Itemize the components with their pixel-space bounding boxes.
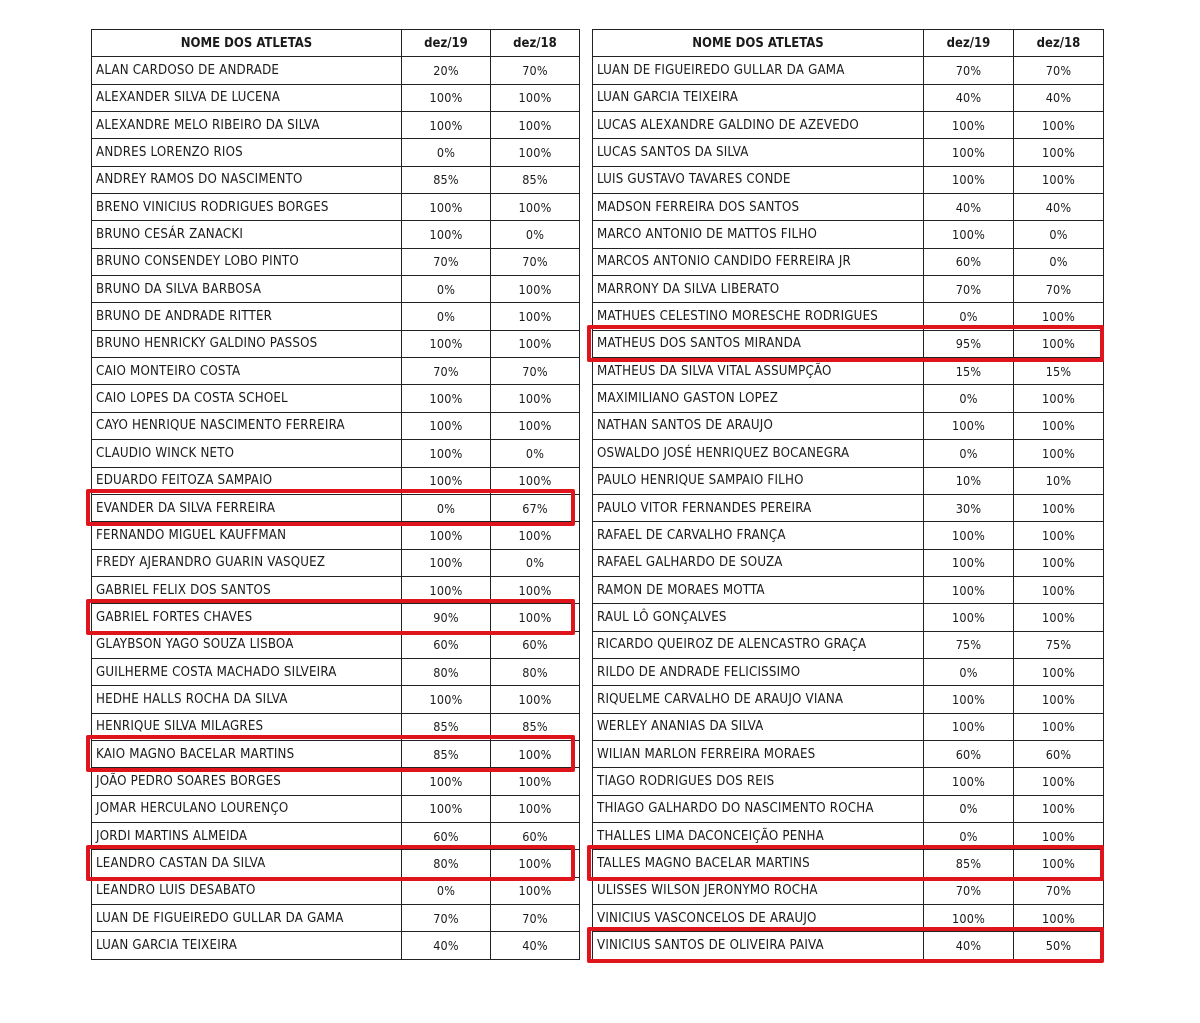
dez19-value-cell: 75% bbox=[924, 631, 1014, 658]
table-row bbox=[593, 604, 1104, 631]
table-row bbox=[593, 822, 1104, 849]
athlete-name-cell: NATHAN SANTOS DE ARAUJO bbox=[593, 412, 924, 439]
dez18-value-cell: 100% bbox=[1014, 522, 1104, 549]
table-row bbox=[593, 467, 1104, 494]
table-row bbox=[593, 877, 1104, 904]
athlete-name-cell: THIAGO GALHARDO DO NASCIMENTO ROCHA bbox=[593, 795, 924, 822]
dez19-value-cell: 80% bbox=[402, 850, 491, 877]
dez18-value-cell: 60% bbox=[491, 822, 580, 849]
table-row bbox=[593, 631, 1104, 658]
athlete-name-cell: HEDHE HALLS ROCHA DA SILVA bbox=[92, 686, 402, 713]
dez18-value-cell: 100% bbox=[491, 194, 580, 221]
attendance-table-left bbox=[91, 29, 580, 960]
dez18-value-cell: 100% bbox=[1014, 549, 1104, 576]
table-row bbox=[593, 248, 1104, 275]
dez18-value-cell: 100% bbox=[1014, 576, 1104, 603]
dez19-value-cell: 100% bbox=[402, 194, 491, 221]
athlete-name-cell: THALLES LIMA DACONCEIÇÃO PENHA bbox=[593, 822, 924, 849]
dez18-value-cell: 100% bbox=[491, 795, 580, 822]
table-row bbox=[92, 194, 580, 221]
dez19-value-cell: 60% bbox=[924, 248, 1014, 275]
table-row bbox=[593, 740, 1104, 767]
table-row bbox=[92, 112, 580, 139]
dez18-value-cell: 100% bbox=[1014, 385, 1104, 412]
athlete-name-cell: TALLES MAGNO BACELAR MARTINS bbox=[593, 850, 924, 877]
table-row bbox=[92, 358, 580, 385]
dez18-value-cell: 100% bbox=[1014, 440, 1104, 467]
athlete-name-cell: ULISSES WILSON JERONYMO ROCHA bbox=[593, 877, 924, 904]
dez19-value-cell: 100% bbox=[924, 576, 1014, 603]
dez19-value-cell: 40% bbox=[924, 932, 1014, 959]
table-row bbox=[92, 467, 580, 494]
dez18-value-cell: 60% bbox=[1014, 740, 1104, 767]
athlete-name-cell: BRENO VINICIUS RODRIGUES BORGES bbox=[92, 194, 402, 221]
dez18-value-cell: 100% bbox=[1014, 658, 1104, 685]
table-row bbox=[92, 166, 580, 193]
athlete-name-cell: BRUNO DE ANDRADE RITTER bbox=[92, 303, 402, 330]
header-name: NOME DOS ATLETAS bbox=[92, 30, 402, 57]
dez18-value-cell: 100% bbox=[491, 112, 580, 139]
table-row bbox=[92, 440, 580, 467]
dez18-value-cell: 100% bbox=[1014, 112, 1104, 139]
athlete-name-cell: LEANDRO LUIS DESABATO bbox=[92, 877, 402, 904]
table-row bbox=[92, 57, 580, 84]
table-row bbox=[92, 84, 580, 111]
athlete-name-cell: MAXIMILIANO GASTON LOPEZ bbox=[593, 385, 924, 412]
table-row bbox=[92, 768, 580, 795]
dez19-value-cell: 100% bbox=[924, 112, 1014, 139]
dez18-value-cell: 85% bbox=[491, 166, 580, 193]
table-row bbox=[92, 494, 580, 521]
table-row bbox=[92, 850, 580, 877]
athlete-name-cell: MARCO ANTONIO DE MATTOS FILHO bbox=[593, 221, 924, 248]
dez19-value-cell: 15% bbox=[924, 358, 1014, 385]
dez19-value-cell: 100% bbox=[402, 412, 491, 439]
dez18-value-cell: 100% bbox=[1014, 850, 1104, 877]
dez19-value-cell: 30% bbox=[924, 494, 1014, 521]
athlete-name-cell: LUAN GARCIA TEIXEIRA bbox=[92, 932, 402, 959]
athlete-name-cell: MATHEUS DA SILVA VITAL ASSUMPÇÃO bbox=[593, 358, 924, 385]
dez19-value-cell: 70% bbox=[924, 276, 1014, 303]
athlete-name-cell: LEANDRO CASTAN DA SILVA bbox=[92, 850, 402, 877]
dez18-value-cell: 100% bbox=[491, 303, 580, 330]
dez18-value-cell: 0% bbox=[491, 221, 580, 248]
athlete-name-cell: RAMON DE MORAES MOTTA bbox=[593, 576, 924, 603]
dez18-value-cell: 70% bbox=[491, 905, 580, 932]
dez19-value-cell: 0% bbox=[402, 494, 491, 521]
dez19-value-cell: 100% bbox=[924, 139, 1014, 166]
athlete-name-cell: BRUNO HENRICKY GALDINO PASSOS bbox=[92, 330, 402, 357]
attendance-table-right bbox=[592, 29, 1104, 960]
dez19-value-cell: 100% bbox=[402, 576, 491, 603]
dez18-value-cell: 100% bbox=[491, 850, 580, 877]
dez18-value-cell: 100% bbox=[1014, 303, 1104, 330]
athlete-name-cell: WILIAN MARLON FERREIRA MORAES bbox=[593, 740, 924, 767]
dez19-value-cell: 100% bbox=[402, 795, 491, 822]
athlete-name-cell: JOMAR HERCULANO LOURENÇO bbox=[92, 795, 402, 822]
athlete-name-cell: LUIS GUSTAVO TAVARES CONDE bbox=[593, 166, 924, 193]
athlete-name-cell: PAULO VITOR FERNANDES PEREIRA bbox=[593, 494, 924, 521]
table-row bbox=[92, 631, 580, 658]
athlete-name-cell: CLAUDIO WINCK NETO bbox=[92, 440, 402, 467]
dez18-value-cell: 100% bbox=[491, 412, 580, 439]
dez18-value-cell: 75% bbox=[1014, 631, 1104, 658]
dez19-value-cell: 60% bbox=[924, 740, 1014, 767]
athlete-name-cell: RIQUELME CARVALHO DE ARAUJO VIANA bbox=[593, 686, 924, 713]
dez18-value-cell: 70% bbox=[491, 57, 580, 84]
table-row bbox=[92, 522, 580, 549]
dez19-value-cell: 70% bbox=[924, 57, 1014, 84]
athlete-name-cell: WERLEY ANANIAS DA SILVA bbox=[593, 713, 924, 740]
table-row bbox=[593, 112, 1104, 139]
dez18-value-cell: 50% bbox=[1014, 932, 1104, 959]
dez18-value-cell: 100% bbox=[1014, 713, 1104, 740]
athlete-name-cell: HENRIQUE SILVA MILAGRES bbox=[92, 713, 402, 740]
table-row bbox=[92, 658, 580, 685]
athlete-name-cell: BRUNO DA SILVA BARBOSA bbox=[92, 276, 402, 303]
athlete-name-cell: BRUNO CESÁR ZANACKI bbox=[92, 221, 402, 248]
dez19-value-cell: 0% bbox=[924, 440, 1014, 467]
dez19-value-cell: 100% bbox=[924, 905, 1014, 932]
athlete-name-cell: LUAN GARCIA TEIXEIRA bbox=[593, 84, 924, 111]
dez19-value-cell: 0% bbox=[402, 139, 491, 166]
header-dez19: dez/19 bbox=[924, 30, 1014, 57]
dez19-value-cell: 10% bbox=[924, 467, 1014, 494]
dez19-value-cell: 100% bbox=[402, 440, 491, 467]
table-row bbox=[593, 303, 1104, 330]
table-row bbox=[593, 57, 1104, 84]
athlete-name-cell: PAULO HENRIQUE SAMPAIO FILHO bbox=[593, 467, 924, 494]
dez18-value-cell: 100% bbox=[1014, 166, 1104, 193]
header-name: NOME DOS ATLETAS bbox=[593, 30, 924, 57]
dez18-value-cell: 100% bbox=[1014, 795, 1104, 822]
athlete-name-cell: ALEXANDER SILVA DE LUCENA bbox=[92, 84, 402, 111]
dez18-value-cell: 100% bbox=[1014, 822, 1104, 849]
dez19-value-cell: 85% bbox=[924, 850, 1014, 877]
dez18-value-cell: 100% bbox=[491, 877, 580, 904]
table-row bbox=[92, 877, 580, 904]
athlete-name-cell: RICARDO QUEIROZ DE ALENCASTRO GRAÇA bbox=[593, 631, 924, 658]
dez19-value-cell: 100% bbox=[402, 221, 491, 248]
table-row bbox=[593, 139, 1104, 166]
dez18-value-cell: 100% bbox=[491, 139, 580, 166]
dez19-value-cell: 70% bbox=[924, 877, 1014, 904]
athlete-name-cell: KAIO MAGNO BACELAR MARTINS bbox=[92, 740, 402, 767]
dez19-value-cell: 100% bbox=[924, 166, 1014, 193]
athlete-name-cell: FREDY AJERANDRO GUARIN VASQUEZ bbox=[92, 549, 402, 576]
table-row bbox=[92, 740, 580, 767]
dez19-value-cell: 20% bbox=[402, 57, 491, 84]
dez18-value-cell: 70% bbox=[491, 248, 580, 275]
dez19-value-cell: 85% bbox=[402, 713, 491, 740]
dez19-value-cell: 100% bbox=[402, 549, 491, 576]
dez18-value-cell: 100% bbox=[491, 467, 580, 494]
dez19-value-cell: 0% bbox=[924, 303, 1014, 330]
table-row bbox=[593, 358, 1104, 385]
dez18-value-cell: 0% bbox=[1014, 248, 1104, 275]
athlete-name-cell: EDUARDO FEITOZA SAMPAIO bbox=[92, 467, 402, 494]
athlete-name-cell: GLAYBSON YAGO SOUZA LISBOA bbox=[92, 631, 402, 658]
table-row bbox=[593, 686, 1104, 713]
athlete-name-cell: ANDREY RAMOS DO NASCIMENTO bbox=[92, 166, 402, 193]
table-row bbox=[593, 221, 1104, 248]
dez19-value-cell: 80% bbox=[402, 658, 491, 685]
dez18-value-cell: 100% bbox=[491, 604, 580, 631]
table-row bbox=[92, 303, 580, 330]
dez18-value-cell: 40% bbox=[1014, 84, 1104, 111]
dez19-value-cell: 0% bbox=[402, 276, 491, 303]
dez19-value-cell: 40% bbox=[402, 932, 491, 959]
athlete-name-cell: EVANDER DA SILVA FERREIRA bbox=[92, 494, 402, 521]
athlete-name-cell: LUCAS SANTOS DA SILVA bbox=[593, 139, 924, 166]
dez19-value-cell: 70% bbox=[402, 248, 491, 275]
table-row bbox=[593, 658, 1104, 685]
athlete-name-cell: GUILHERME COSTA MACHADO SILVEIRA bbox=[92, 658, 402, 685]
dez19-value-cell: 100% bbox=[924, 549, 1014, 576]
table-row bbox=[92, 412, 580, 439]
table-row bbox=[92, 330, 580, 357]
dez18-value-cell: 80% bbox=[491, 658, 580, 685]
table-row bbox=[593, 549, 1104, 576]
athlete-name-cell: ANDRES LORENZO RIOS bbox=[92, 139, 402, 166]
dez18-value-cell: 100% bbox=[491, 84, 580, 111]
table-row bbox=[92, 248, 580, 275]
dez19-value-cell: 40% bbox=[924, 194, 1014, 221]
table-row bbox=[92, 221, 580, 248]
dez19-value-cell: 0% bbox=[924, 385, 1014, 412]
athlete-name-cell: LUAN DE FIGUEIREDO GULLAR DA GAMA bbox=[593, 57, 924, 84]
dez18-value-cell: 100% bbox=[491, 740, 580, 767]
athlete-name-cell: LUAN DE FIGUEIREDO GULLAR DA GAMA bbox=[92, 905, 402, 932]
table-row bbox=[92, 822, 580, 849]
athlete-name-cell: RAUL LÔ GONÇALVES bbox=[593, 604, 924, 631]
dez18-value-cell: 40% bbox=[491, 932, 580, 959]
table-row bbox=[593, 84, 1104, 111]
dez18-value-cell: 100% bbox=[1014, 905, 1104, 932]
dez18-value-cell: 0% bbox=[491, 549, 580, 576]
dez18-value-cell: 100% bbox=[491, 576, 580, 603]
dez19-value-cell: 100% bbox=[402, 84, 491, 111]
table-row bbox=[92, 713, 580, 740]
dez19-value-cell: 100% bbox=[402, 112, 491, 139]
dez19-value-cell: 100% bbox=[924, 221, 1014, 248]
dez18-value-cell: 0% bbox=[1014, 221, 1104, 248]
dez19-value-cell: 100% bbox=[924, 768, 1014, 795]
athlete-name-cell: VINICIUS SANTOS DE OLIVEIRA PAIVA bbox=[593, 932, 924, 959]
athlete-name-cell: TIAGO RODRIGUES DOS REIS bbox=[593, 768, 924, 795]
table-row bbox=[92, 276, 580, 303]
dez18-value-cell: 70% bbox=[1014, 877, 1104, 904]
athlete-name-cell: MARCOS ANTONIO CANDIDO FERREIRA JR bbox=[593, 248, 924, 275]
dez19-value-cell: 70% bbox=[402, 905, 491, 932]
table-row bbox=[593, 713, 1104, 740]
table-row bbox=[92, 139, 580, 166]
dez19-value-cell: 0% bbox=[402, 877, 491, 904]
table-row bbox=[593, 522, 1104, 549]
athlete-name-cell: RILDO DE ANDRADE FELICISSIMO bbox=[593, 658, 924, 685]
dez19-value-cell: 100% bbox=[924, 713, 1014, 740]
table-header-row bbox=[593, 30, 1104, 57]
dez18-value-cell: 60% bbox=[491, 631, 580, 658]
athlete-name-cell: BRUNO CONSENDEY LOBO PINTO bbox=[92, 248, 402, 275]
dez18-value-cell: 70% bbox=[1014, 276, 1104, 303]
dez19-value-cell: 100% bbox=[924, 522, 1014, 549]
athlete-name-cell: ALAN CARDOSO DE ANDRADE bbox=[92, 57, 402, 84]
dez19-value-cell: 85% bbox=[402, 740, 491, 767]
athlete-name-cell: LUCAS ALEXANDRE GALDINO DE AZEVEDO bbox=[593, 112, 924, 139]
athlete-name-cell: MATHUES CELESTINO MORESCHE RODRIGUES bbox=[593, 303, 924, 330]
dez18-value-cell: 100% bbox=[1014, 412, 1104, 439]
dez19-value-cell: 0% bbox=[924, 822, 1014, 849]
table-row bbox=[593, 440, 1104, 467]
table-row bbox=[593, 850, 1104, 877]
athlete-name-cell: ALEXANDRE MELO RIBEIRO DA SILVA bbox=[92, 112, 402, 139]
table-row bbox=[92, 932, 580, 959]
table-header-row bbox=[92, 30, 580, 57]
dez19-value-cell: 100% bbox=[402, 330, 491, 357]
dez18-value-cell: 100% bbox=[1014, 330, 1104, 357]
athlete-name-cell: GABRIEL FORTES CHAVES bbox=[92, 604, 402, 631]
dez19-value-cell: 95% bbox=[924, 330, 1014, 357]
dez18-value-cell: 100% bbox=[491, 330, 580, 357]
athlete-name-cell: CAYO HENRIQUE NASCIMENTO FERREIRA bbox=[92, 412, 402, 439]
table-row bbox=[593, 194, 1104, 221]
dez19-value-cell: 90% bbox=[402, 604, 491, 631]
header-dez18: dez/18 bbox=[491, 30, 580, 57]
table-row bbox=[92, 549, 580, 576]
athlete-name-cell: CAIO LOPES DA COSTA SCHOEL bbox=[92, 385, 402, 412]
athlete-name-cell: GABRIEL FELIX DOS SANTOS bbox=[92, 576, 402, 603]
dez19-value-cell: 0% bbox=[402, 303, 491, 330]
dez18-value-cell: 100% bbox=[1014, 686, 1104, 713]
athlete-name-cell: OSWALDO JOSÉ HENRIQUEZ BOCANEGRA bbox=[593, 440, 924, 467]
table-row bbox=[593, 932, 1104, 959]
dez19-value-cell: 40% bbox=[924, 84, 1014, 111]
table-row bbox=[593, 494, 1104, 521]
dez18-value-cell: 100% bbox=[1014, 494, 1104, 521]
table-row bbox=[92, 385, 580, 412]
dez18-value-cell: 15% bbox=[1014, 358, 1104, 385]
dez18-value-cell: 100% bbox=[1014, 768, 1104, 795]
dez19-value-cell: 0% bbox=[924, 795, 1014, 822]
dez18-value-cell: 70% bbox=[1014, 57, 1104, 84]
table-row bbox=[92, 686, 580, 713]
dez18-value-cell: 100% bbox=[1014, 139, 1104, 166]
table-row bbox=[593, 768, 1104, 795]
dez18-value-cell: 100% bbox=[491, 686, 580, 713]
athlete-name-cell: RAFAEL GALHARDO DE SOUZA bbox=[593, 549, 924, 576]
dez18-value-cell: 100% bbox=[1014, 604, 1104, 631]
athlete-name-cell: CAIO MONTEIRO COSTA bbox=[92, 358, 402, 385]
dez19-value-cell: 100% bbox=[924, 412, 1014, 439]
athlete-name-cell: JOÃO PEDRO SOARES BORGES bbox=[92, 768, 402, 795]
table-row bbox=[92, 905, 580, 932]
dez19-value-cell: 70% bbox=[402, 358, 491, 385]
athlete-name-cell: RAFAEL DE CARVALHO FRANÇA bbox=[593, 522, 924, 549]
dez19-value-cell: 100% bbox=[924, 604, 1014, 631]
table-row bbox=[593, 276, 1104, 303]
athlete-name-cell: JORDI MARTINS ALMEIDA bbox=[92, 822, 402, 849]
athlete-name-cell: MATHEUS DOS SANTOS MIRANDA bbox=[593, 330, 924, 357]
dez19-value-cell: 100% bbox=[402, 385, 491, 412]
dez19-value-cell: 60% bbox=[402, 631, 491, 658]
athlete-name-cell: VINICIUS VASCONCELOS DE ARAUJO bbox=[593, 905, 924, 932]
dez19-value-cell: 100% bbox=[402, 686, 491, 713]
dez18-value-cell: 100% bbox=[491, 276, 580, 303]
table-row bbox=[593, 166, 1104, 193]
table-row bbox=[92, 604, 580, 631]
dez19-value-cell: 60% bbox=[402, 822, 491, 849]
dez18-value-cell: 100% bbox=[491, 522, 580, 549]
dez19-value-cell: 100% bbox=[924, 686, 1014, 713]
table-row bbox=[593, 576, 1104, 603]
athlete-name-cell: MARRONY DA SILVA LIBERATO bbox=[593, 276, 924, 303]
dez19-value-cell: 0% bbox=[924, 658, 1014, 685]
table-row bbox=[593, 905, 1104, 932]
dez18-value-cell: 10% bbox=[1014, 467, 1104, 494]
dez19-value-cell: 100% bbox=[402, 467, 491, 494]
table-row bbox=[593, 385, 1104, 412]
table-row bbox=[593, 330, 1104, 357]
dez18-value-cell: 0% bbox=[491, 440, 580, 467]
dez18-value-cell: 67% bbox=[491, 494, 580, 521]
header-dez18: dez/18 bbox=[1014, 30, 1104, 57]
table-row bbox=[92, 795, 580, 822]
table-row bbox=[593, 412, 1104, 439]
dez18-value-cell: 100% bbox=[491, 385, 580, 412]
dez19-value-cell: 100% bbox=[402, 522, 491, 549]
header-dez19: dez/19 bbox=[402, 30, 491, 57]
dez18-value-cell: 85% bbox=[491, 713, 580, 740]
dez18-value-cell: 100% bbox=[491, 768, 580, 795]
dez18-value-cell: 40% bbox=[1014, 194, 1104, 221]
table-row bbox=[92, 576, 580, 603]
athlete-name-cell: FERNANDO MIGUEL KAUFFMAN bbox=[92, 522, 402, 549]
athlete-name-cell: MADSON FERREIRA DOS SANTOS bbox=[593, 194, 924, 221]
dez19-value-cell: 85% bbox=[402, 166, 491, 193]
dez19-value-cell: 100% bbox=[402, 768, 491, 795]
table-row bbox=[593, 795, 1104, 822]
dez18-value-cell: 70% bbox=[491, 358, 580, 385]
